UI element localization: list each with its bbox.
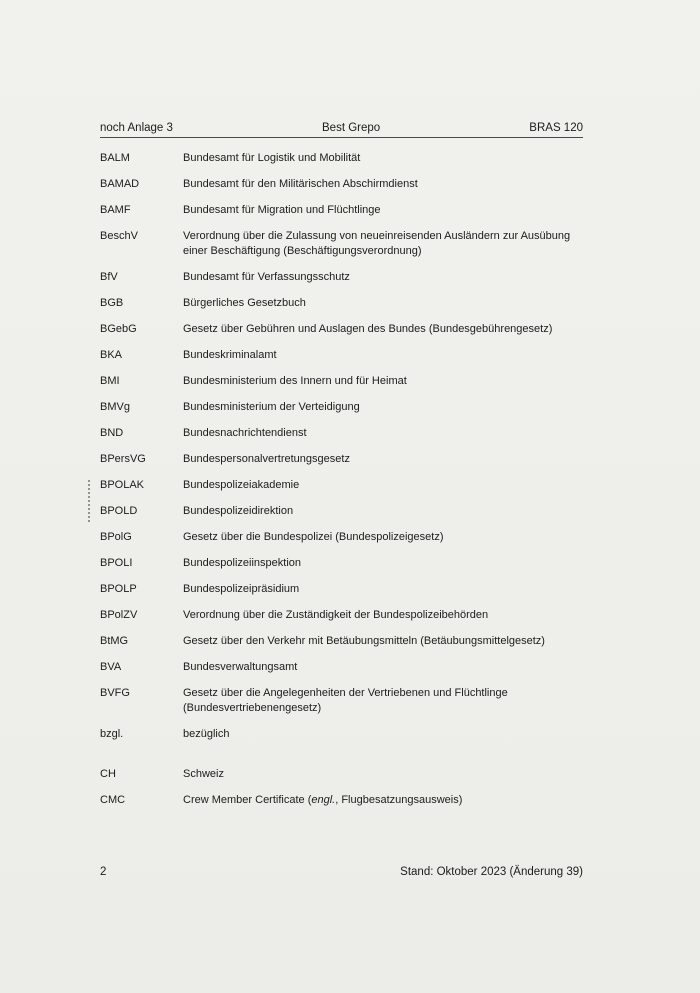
definition: Bundesministerium der Verteidigung (183, 401, 360, 413)
abbreviation-list (100, 149, 600, 808)
list-item (100, 151, 600, 166)
abbreviation: CH (100, 768, 116, 780)
list-item (100, 634, 600, 649)
abbreviation: CMC (100, 794, 126, 806)
abbreviation: BMVg (100, 401, 130, 413)
definition: Gesetz über Gebühren und Auslagen des Bundes (Bundesgebührengesetz) (183, 323, 553, 335)
abbreviation: bzgl. (100, 728, 124, 740)
definition: Verordnung über die Zulassung von neueinreisenden Ausländern zur Ausübung einer Beschäftigung (Beschäftigungsverordnung) (183, 230, 571, 257)
definition: Bundespolizeidirektion (183, 505, 294, 517)
abbreviation: BGB (100, 297, 124, 309)
margin-mark (88, 480, 90, 522)
definition: Bürgerliches Gesetzbuch (183, 297, 306, 309)
definition: Bundesministerium des Innern und für Heimat (183, 375, 407, 387)
list-item (100, 608, 600, 623)
list-item (100, 478, 600, 493)
definition: Bundesamt für Migration und Flüchtlinge (183, 204, 381, 216)
abbreviation: BPOLD (100, 505, 138, 517)
definition: Gesetz über die Angelegenheiten der Vertriebenen und Flüchtlinge (Bundesvertriebenengesetz) (183, 687, 508, 714)
header-annex: noch Anlage 3 (100, 122, 173, 134)
definition: Verordnung über die Zuständigkeit der Bundespolizeibehörden (183, 609, 489, 621)
abbreviation: BtMG (100, 635, 129, 647)
page-number: 2 (100, 866, 107, 878)
abbreviation: BeschV (100, 230, 138, 242)
abbreviation: BVFG (100, 687, 130, 699)
abbreviation: BALM (100, 152, 130, 164)
revision-status: Stand: Oktober 2023 (Änderung 39) (400, 866, 583, 878)
definition: Gesetz über die Bundespolizei (Bundespolizeigesetz) (183, 531, 444, 543)
definition: Bundesverwaltungsamt (183, 661, 298, 673)
list-item (100, 452, 600, 467)
abbreviation: BMI (100, 375, 120, 387)
abbreviation: BVA (100, 661, 122, 673)
abbreviation: BND (100, 427, 124, 439)
definition: Bundesamt für Verfassungsschutz (183, 271, 350, 283)
list-item (100, 686, 600, 716)
list-item (100, 348, 600, 363)
abbreviation: BPOLP (100, 583, 137, 595)
definition: bezüglich (183, 728, 230, 740)
definition: Bundespolizeiakademie (183, 479, 300, 491)
abbreviation: BPOLI (100, 557, 133, 569)
list-item (100, 203, 600, 218)
list-item (100, 426, 600, 441)
abbreviation: BAMAD (100, 178, 140, 190)
definition-text: , Flugbesatzungsausweis) (335, 794, 463, 806)
header-title: Best Grepo (322, 122, 381, 134)
list-item (100, 727, 600, 742)
list-item (100, 177, 600, 192)
list-item (100, 374, 600, 389)
list-item (100, 530, 600, 545)
list-item (100, 582, 600, 597)
header-code: BRAS 120 (529, 122, 583, 134)
definition: Bundespolizeipräsidium (183, 583, 300, 595)
list-item (100, 767, 600, 782)
definition (183, 793, 593, 808)
abbreviation: BPolZV (100, 609, 138, 621)
abbreviation: BKA (100, 349, 123, 361)
definition-text: Crew Member Certificate ( (183, 794, 312, 806)
list-item (100, 504, 600, 519)
abbreviation: BPolG (100, 531, 132, 543)
list-item (100, 400, 600, 415)
list-item (100, 296, 600, 311)
page-header (100, 122, 583, 138)
definition-italic: engl. (311, 794, 336, 806)
abbreviation: BPersVG (100, 453, 146, 465)
list-item (100, 556, 600, 571)
definition: Bundesamt für Logistik und Mobilität (183, 152, 361, 164)
list-item (100, 229, 600, 259)
list-item (100, 660, 600, 675)
list-item (100, 793, 600, 808)
page-footer (100, 866, 583, 878)
definition: Bundesamt für den Militärischen Abschirmdienst (183, 178, 418, 190)
definition: Schweiz (183, 768, 224, 780)
abbreviation: BPOLAK (100, 479, 145, 491)
definition: Gesetz über den Verkehr mit Betäubungsmitteln (Betäubungsmittelgesetz) (183, 635, 545, 647)
list-item (100, 322, 600, 337)
abbreviation: BAMF (100, 204, 131, 216)
list-item (100, 270, 600, 285)
abbreviation: BfV (100, 271, 118, 283)
definition: Bundespersonalvertretungsgesetz (183, 453, 350, 465)
abbreviation: BGebG (100, 323, 137, 335)
definition: Bundespolizeiinspektion (183, 557, 302, 569)
definition: Bundesnachrichtendienst (183, 427, 307, 439)
definition: Bundeskriminalamt (183, 349, 277, 361)
